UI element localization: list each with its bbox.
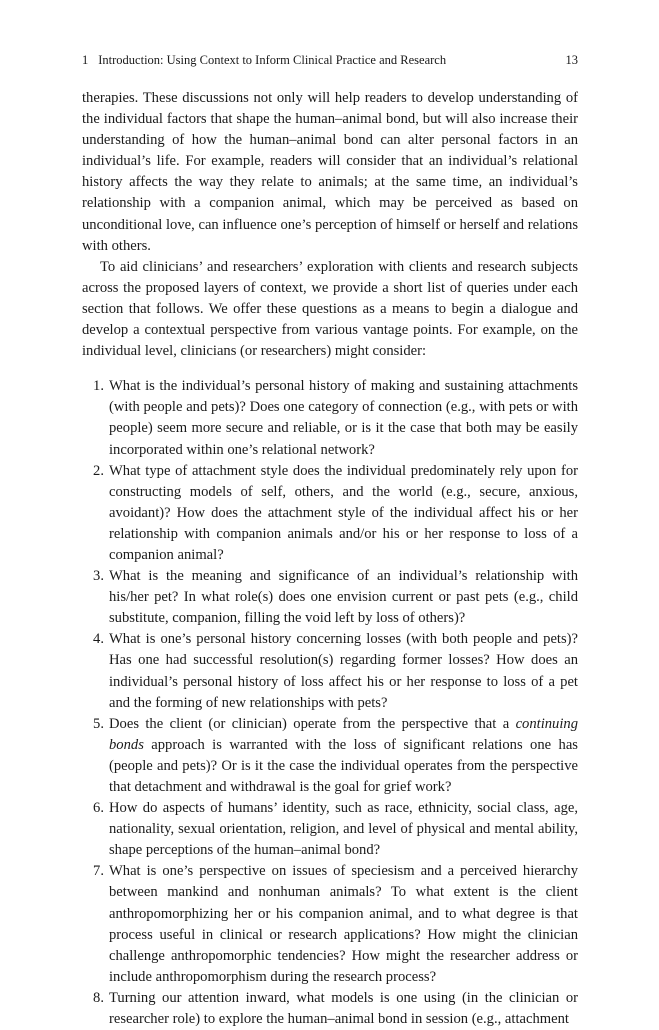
paragraph-queries-intro: To aid clinicians’ and researchers’ exploration with clients and research subjects across the proposed layers of context, we provide a short list of queries under each section that follows. We offer these questions as a means to begin a dialogue and develop a contextual perspective from various vantage points. For example, on the individual level, clinicians (or researchers) might consider: (82, 258, 578, 360)
list-item (82, 376, 578, 460)
list-text-emphasis: continuing bonds (109, 715, 578, 753)
paragraph-continued: therapies. These discussions not only will help readers to develop understanding of the individual factors that shape the human–animal bond, but will also increase their understanding of how the human–animal bond can alter personal factors in an individual’s life. For example, readers will consider that an individual’s relational history affects the way they relate to animals; at the same time, an individual’s relationship with a companion animal, which may be perceived as based on unconditional love, can influence one’s perception of himself or herself and relations with others. (82, 90, 578, 254)
list-item (82, 629, 578, 713)
query-list (82, 376, 578, 1030)
running-header (82, 53, 578, 68)
list-item (82, 461, 578, 566)
list-text: What type of attachment style does the individual predominately rely upon for constructing models of self, others, and the world (e.g., secure, anxious, avoidant)? How does the attachment style of the individual affect his or her relationship with companion animals and/or his or her response to loss of a companion animal? (109, 462, 578, 563)
chapter-title: Introduction: Using Context to Inform Clinical Practice and Research (98, 53, 447, 67)
page-body (82, 88, 578, 1030)
list-number: 8. (93, 989, 104, 1006)
list-number: 5. (93, 715, 104, 732)
list-text-post: approach is warranted with the loss of significant relations one has (people and pets)? Or is it the case the individual operates from the perspective that detachment and withdrawal is the goal for grief work? (109, 736, 578, 795)
list-text: Turning our attention inward, what models is one using (in the clinician or researcher role) to explore the human–animal bond in session (e.g., attachment (109, 989, 578, 1028)
list-number: 7. (93, 863, 104, 880)
list-text (109, 716, 578, 795)
list-item (82, 798, 578, 861)
list-text: What is one’s personal history concerning losses (with both people and pets)? Has one had successful resolution(s) regarding former losses? How does an individual’s personal history of loss affect his or her response to loss of a pet and the forming of new relationships with pets? (109, 631, 578, 711)
chapter-number: 1 (82, 53, 89, 67)
list-text: How do aspects of humans’ identity, such as race, ethnicity, social class, age, nationality, sexual orientation, religion, and level of physical and mental ability, shape perceptions of the human–animal bond? (109, 800, 578, 859)
list-number: 1. (93, 378, 104, 395)
list-number: 6. (93, 800, 104, 817)
list-text: What is the individual’s personal history of making and sustaining attachments (with people and pets)? Does one category of connection (e.g., with pets or with people) seem more secure and reliable, or is it the case that both may be easily incorporated within one’s relational network? (109, 378, 578, 458)
list-text: What is one’s perspective on issues of speciesism and a perceived hierarchy between mankind and nonhuman animals? To what extent is the client anthropomorphizing her or his companion animal, and to what degree is that process useful in clinical or research applications? How might the clinician challenge anthropomorphic tendencies? How might the researcher address or include anthropomorphism during the research process? (109, 863, 578, 985)
list-number: 4. (93, 631, 104, 648)
list-text: What is the meaning and significance of an individual’s relationship with his/her pet? In what role(s) does one envision current or past pets (e.g., child substitute, companion, filling the void left by loss of others)? (109, 568, 578, 627)
list-item (82, 714, 578, 798)
list-number: 3. (93, 568, 104, 585)
list-item (82, 988, 578, 1030)
chapter-heading (82, 53, 446, 68)
page-number: 13 (565, 53, 578, 67)
list-number: 2. (93, 462, 104, 479)
list-item (82, 566, 578, 629)
list-text-pre: Does the client (or clinician) operate from the perspective that a (109, 715, 516, 732)
list-item (82, 861, 578, 988)
